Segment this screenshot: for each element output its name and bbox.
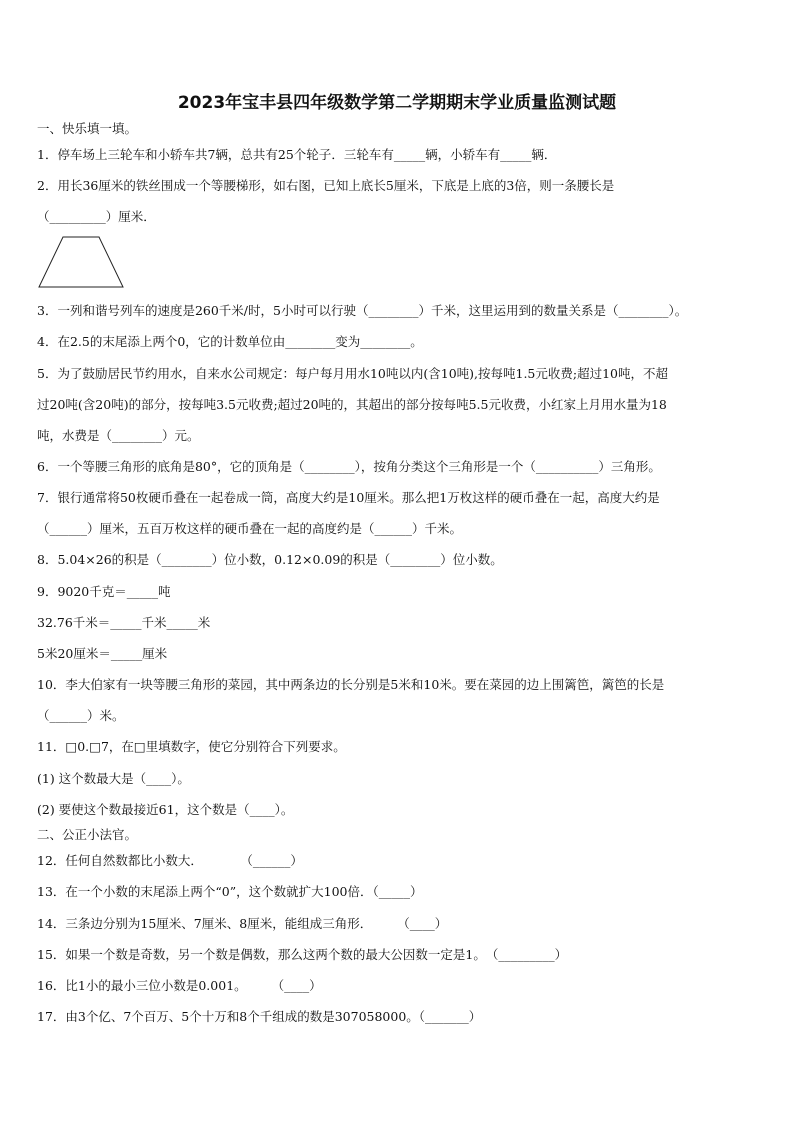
question-17: 17．由3个亿、7个百万、5个十万和8个千组成的数是307058000。（_______） — [37, 1009, 482, 1024]
question-11-part-2: (2) 要使这个数最接近61，这个数是（____）。 — [37, 802, 294, 817]
section-heading-fill-blanks: 一、快乐填一填。 — [37, 121, 138, 136]
page-title: 2023年宝丰县四年级数学第二学期期末学业质量监测试题 — [177, 93, 617, 113]
question-5-cont-1: 过20吨(含20吨)的部分，按每吨3.5元收费;超过20吨的，其超出的部分按每吨5.5元收费，小红家上月用水量为18 — [37, 397, 667, 412]
question-14: 14．三条边分别为15厘米、7厘米、8厘米，能组成三角形． （____） — [37, 916, 448, 931]
question-3: 3．一列和谐号列车的速度是260千米/时，5小时可以行驶（________）千米，这里运用到的数量关系是（________）。 — [37, 303, 688, 318]
question-9: 9．9020千克＝_____吨 — [37, 584, 171, 599]
question-7-cont: （______）厘米，五百万枚这样的硬币叠在一起的高度约是（______）千米。 — [37, 521, 463, 536]
question-10: 10．李大伯家有一块等腰三角形的菜园，其中两条边的长分别是5米和10米。要在菜园的边上围篱笆，篱笆的长是 — [37, 677, 665, 692]
trapezoid-figure — [37, 234, 125, 290]
question-10-cont: （______）米。 — [37, 708, 125, 723]
question-5: 5．为了鼓励居民节约用水，自来水公司规定：每户每月用水10吨以内(含10吨),按每吨1.5元收费;超过10吨，不超 — [37, 366, 668, 381]
question-7: 7．银行通常将50枚硬币叠在一起卷成一筒，高度大约是10厘米。那么把1万枚这样的硬币叠在一起，高度大约是 — [37, 490, 660, 505]
question-16: 16．比1小的最小三位小数是0.001。 （____） — [37, 978, 322, 993]
question-4: 4．在2.5的末尾添上两个0，它的计数单位由________变为________。 — [37, 334, 423, 349]
question-15: 15．如果一个数是奇数，另一个数是偶数，那么这两个数的最大公因数一定是1。 （_________） — [37, 947, 568, 962]
section-heading-judge: 二、公正小法官。 — [37, 827, 138, 842]
question-11-part-1: (1) 这个数最大是（____）。 — [37, 771, 190, 786]
question-1: 1．停车场上三轮车和小轿车共7辆，总共有25个轮子．三轮车有_____辆，小轿车有_____辆． — [37, 147, 557, 162]
question-13: 13．在一个小数的末尾添上两个“0”，这个数就扩大100倍．（_____） — [37, 884, 423, 899]
question-2: 2．用长36厘米的铁丝围成一个等腰梯形，如右图，已知上底长5厘米，下底是上底的3倍，则一条腰长是 — [37, 178, 615, 193]
question-6: 6．一个等腰三角形的底角是80°，它的顶角是（________），按角分类这个三角形是一个（__________）三角形。 — [37, 459, 661, 474]
question-8: 8．5.04×26的积是（________）位小数，0.12×0.09的积是（________）位小数。 — [37, 552, 503, 567]
question-9-part-2: 32.76千米＝_____千米_____米 — [37, 615, 211, 630]
question-12: 12．任何自然数都比小数大． （______） — [37, 853, 303, 868]
question-9-part-3: 5米20厘米＝_____厘米 — [37, 646, 168, 661]
question-11: 11．□0.□7，在□里填数字，使它分别符合下列要求。 — [37, 739, 346, 754]
question-5-cont-2: 吨，水费是（________）元。 — [37, 428, 200, 443]
question-2-cont: （_________）厘米． — [37, 209, 156, 224]
